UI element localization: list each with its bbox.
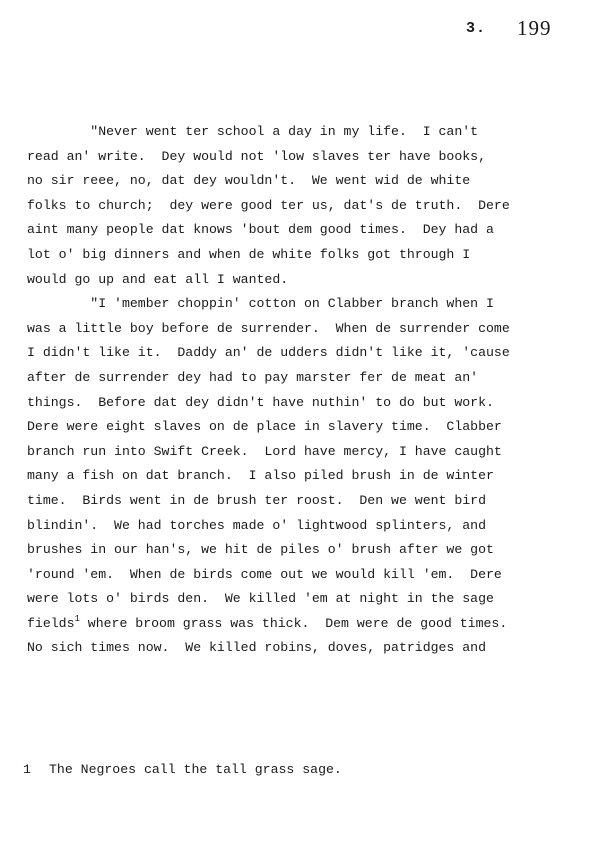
text-line: was a little boy before de surrender. When de surrender come — [27, 320, 510, 336]
footnote-marker: 1 — [23, 762, 31, 777]
text-line: aint many people dat knows 'bout dem good times. Dey had a — [27, 222, 494, 238]
body-text — [27, 120, 587, 661]
text-line: No sich times now. We killed robins, doves, patridges and — [27, 640, 486, 656]
text-line: Dere were eight slaves on de place in slavery time. Clabber — [27, 419, 502, 435]
text-line: time. Birds went in de brush ter roost. Den we went bird — [27, 492, 486, 508]
text-line: were lots o' birds den. We killed 'em at night in the sage — [27, 591, 494, 607]
text-line: many a fish on dat branch. I also piled brush in de winter — [27, 468, 494, 484]
footnote — [23, 762, 342, 777]
text-line: 'round 'em. When de birds come out we would kill 'em. Dere — [27, 566, 502, 582]
text-line: "Never went ter school a day in my life. I can't — [27, 124, 479, 139]
text-fragment: where broom grass was thick. Dem were de good times. — [79, 615, 508, 631]
footnote-reference: 1 — [74, 613, 80, 624]
text-line-with-footnote-ref — [27, 612, 587, 637]
text-line: I didn't like it. Daddy an' de udders didn't like it, 'cause — [27, 345, 510, 361]
text-line: things. Before dat dey didn't have nuthin' to do but work. — [27, 394, 494, 410]
text-fragment: fields — [27, 615, 75, 631]
text-line: after de surrender dey had to pay marster fer de meat an' — [27, 369, 479, 385]
section-number: 3. — [466, 20, 487, 37]
footnote-text: The Negroes call the tall grass sage. — [49, 762, 342, 777]
text-line: read an' write. Dey would not 'low slaves ter have books, — [27, 148, 486, 164]
text-line: folks to church; dey were good ter us, dat's de truth. Dere — [27, 197, 510, 213]
text-line: would go up and eat all I wanted. — [27, 271, 289, 287]
text-line: "I 'member choppin' cotton on Clabber branch when I — [27, 296, 494, 312]
text-line: no sir reee, no, dat dey wouldn't. We went wid de white — [27, 173, 471, 189]
text-line: branch run into Swift Creek. Lord have mercy, I have caught — [27, 443, 502, 459]
text-line: brushes in our han's, we hit de piles o' brush after we got — [27, 542, 494, 558]
text-line: lot o' big dinners and when de white folks got through I — [27, 246, 471, 262]
page-number: 199 — [517, 16, 552, 40]
text-line: blindin'. We had torches made o' lightwood splinters, and — [27, 517, 486, 533]
